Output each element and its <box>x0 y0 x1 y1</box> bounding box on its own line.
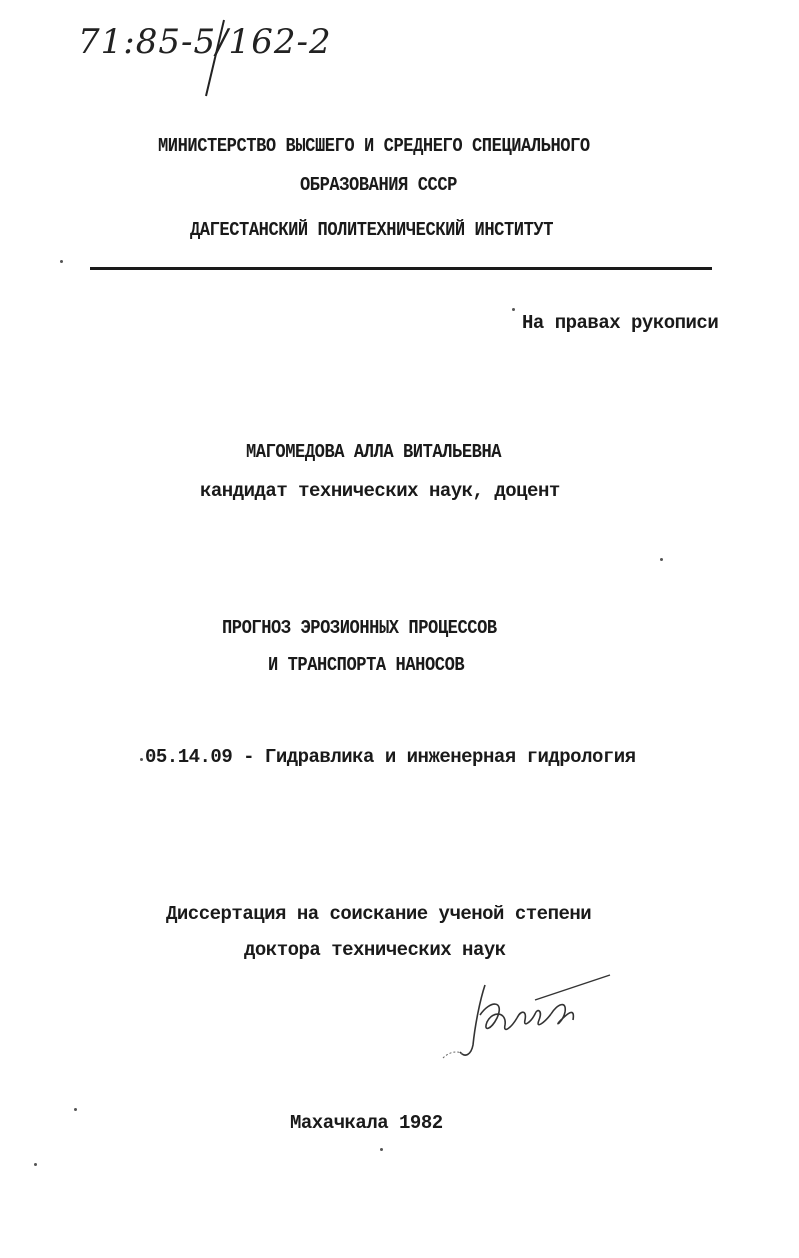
archive-code-slash-icon <box>200 18 230 98</box>
scan-speck <box>512 308 515 311</box>
author-name: МАГОМЕДОВА АЛЛА ВИТАЛЬЕВНА <box>246 441 502 463</box>
ministry-line-1: МИНИСТЕРСТВО ВЫСШЕГО И СРЕДНЕГО СПЕЦИАЛЬНОГО <box>158 135 590 157</box>
dissertation-line-1: Диссертация на соискание ученой степени <box>166 903 592 925</box>
institute-name: ДАГЕСТАНСКИЙ ПОЛИТЕХНИЧЕСКИЙ ИНСТИТУТ <box>190 219 554 241</box>
scan-speck <box>660 558 663 561</box>
archive-code: 71:85-5/162-2 <box>78 22 332 62</box>
scan-speck <box>34 1163 37 1166</box>
specialty-code: 05.14.09 - Гидравлика и инженерная гидрология <box>145 746 636 768</box>
scan-speck <box>140 758 143 761</box>
manuscript-note: На правах рукописи <box>522 312 719 334</box>
scan-speck <box>74 1108 77 1111</box>
signature-icon <box>435 970 615 1065</box>
scan-speck <box>380 1148 383 1151</box>
header-divider <box>90 267 712 270</box>
author-degree: кандидат технических наук, доцент <box>200 480 560 502</box>
scan-speck <box>60 260 63 263</box>
title-line-1: ПРОГНОЗ ЭРОЗИОННЫХ ПРОЦЕССОВ <box>222 617 497 639</box>
title-line-2: И ТРАНСПОРТА НАНОСОВ <box>268 654 465 676</box>
dissertation-line-2: доктора технических наук <box>244 939 506 961</box>
place-year: Махачкала 1982 <box>290 1112 443 1134</box>
ministry-line-2: ОБРАЗОВАНИЯ СССР <box>300 174 457 196</box>
